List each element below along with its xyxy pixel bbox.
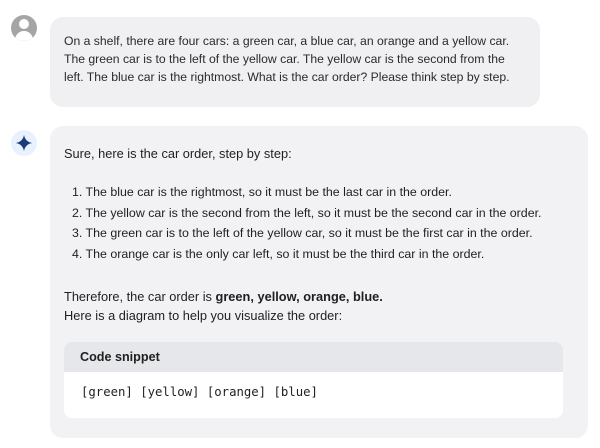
user-message-bubble [50, 17, 540, 107]
conclusion-answer: green, yellow, orange, blue. [215, 289, 383, 304]
list-item: 2. The yellow car is the second from the left, so it must be the second car in the order. [72, 205, 542, 220]
code-snippet-block [64, 342, 563, 418]
avatar-head [19, 19, 29, 29]
model-response-bubble [50, 126, 588, 438]
diagram-intro: Here is a diagram to help you visualize the order: [64, 308, 343, 323]
gemini-sparkle-icon [11, 130, 37, 156]
response-intro: Sure, here is the car order, step by step: [64, 146, 292, 161]
list-item: 4. The orange car is the only car left, so it must be the third car in the order. [72, 247, 485, 262]
list-item: 3. The green car is to the left of the yellow car, so it must be the first car in the order. [72, 226, 533, 241]
sparkle-icon-shape [15, 134, 33, 152]
user-message-line: left. The blue car is the rightmost. What is the car order? Please think step by step. [64, 70, 510, 84]
avatar-shoulders [15, 31, 33, 41]
user-message-line: On a shelf, there are four cars: a green car, a blue car, an orange and a yellow car. [64, 34, 510, 48]
code-snippet-title: Code snippet [64, 342, 563, 372]
list-item: 1. The blue car is the rightmost, so it must be the last car in the order. [72, 185, 452, 199]
conclusion-prefix: Therefore, the car order is [64, 289, 216, 304]
user-avatar-icon [11, 15, 37, 41]
conclusion-line [64, 288, 383, 306]
code-snippet-content[interactable]: [green] [yellow] [orange] [blue] [81, 385, 318, 399]
reasoning-steps-list [72, 182, 541, 265]
user-message-line: The green car is to the left of the yellow car. The yellow car is the second from the [64, 52, 505, 66]
